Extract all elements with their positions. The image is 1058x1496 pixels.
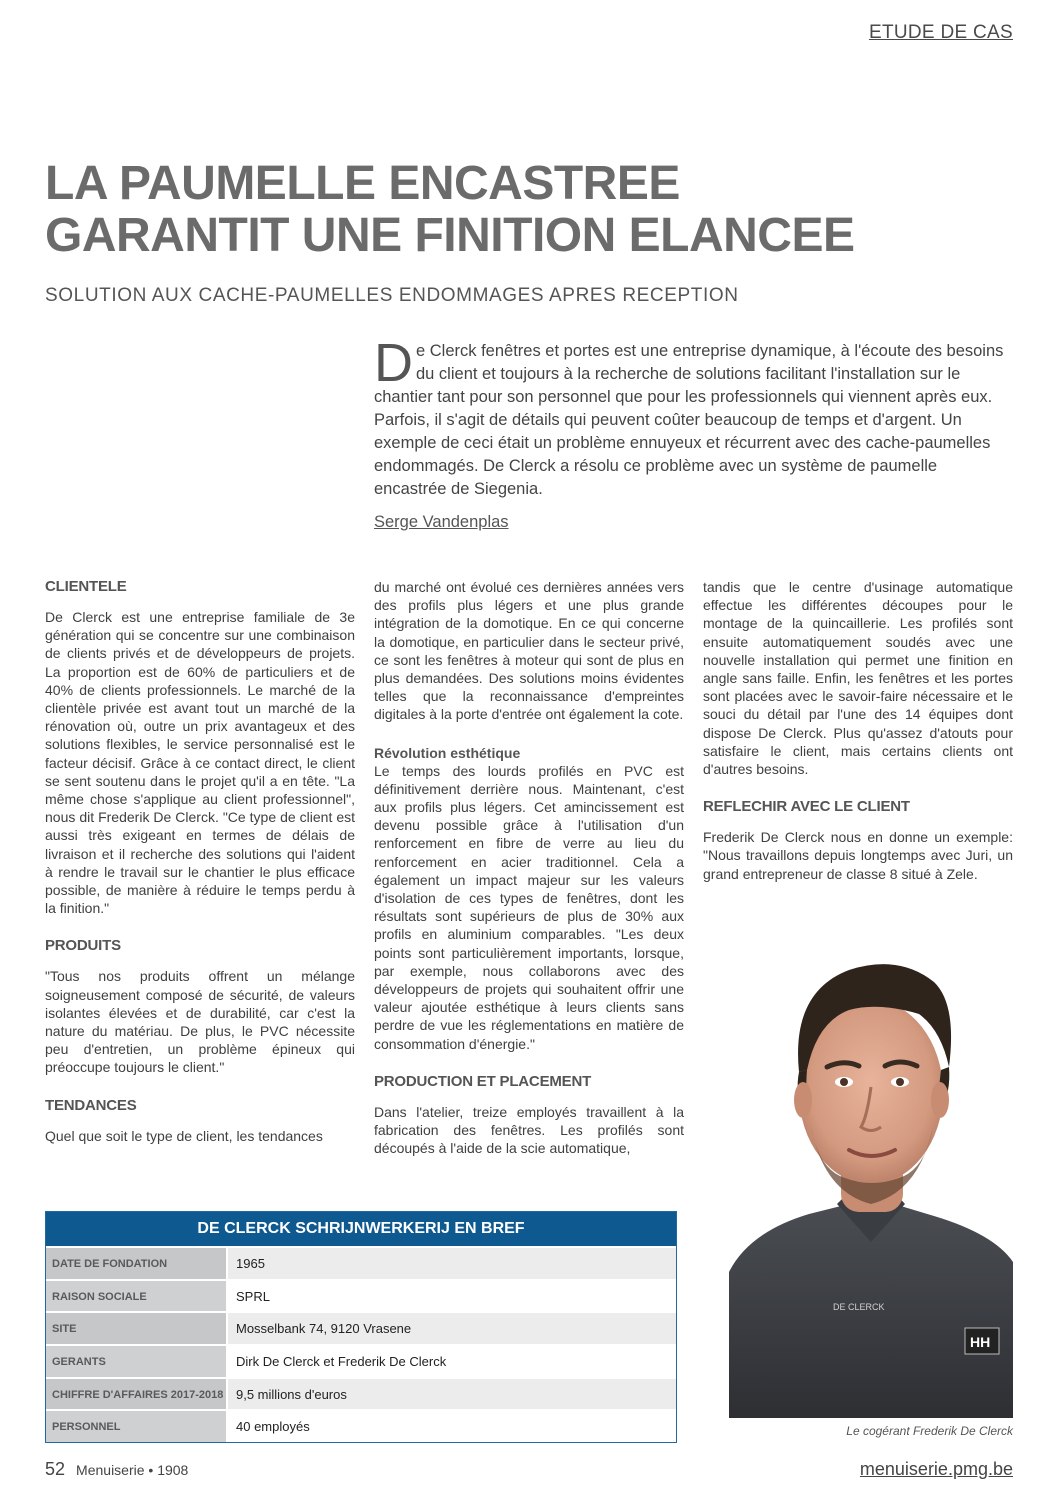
paragraph-tendances-cont: du marché ont évolué ces dernières années vers des profils plus légers et une plus grande intégration de la domotique. En ce qui concerne la domotique, en particulier dans le secteur privé, ce sont les fenêtres à moteur qui sont de plus en plus demandées. Des solutions moins évidentes telles que la reconnaissance d'empreintes digitales à la porte d'entrée ont également la cote.: [374, 579, 684, 723]
column-3: [703, 578, 1013, 903]
article-subtitle: SOLUTION AUX CACHE-PAUMELLES ENDOMMAGES APRES RECEPTION: [45, 285, 739, 306]
author-link[interactable]: Serge Vandenplas: [374, 513, 509, 531]
info-label: RAISON SOCIALE: [46, 1281, 226, 1312]
heading-clientele: CLIENTELE: [45, 578, 127, 595]
portrait-photo: [729, 942, 1013, 1418]
info-value: 9,5 millions d'euros: [226, 1379, 676, 1410]
company-info-box: [45, 1211, 677, 1443]
info-value: SPRL: [226, 1281, 676, 1312]
heading-produits: PRODUITS: [45, 937, 121, 955]
info-row: [46, 1344, 676, 1377]
column-1: [45, 578, 355, 1165]
info-label: GERANTS: [46, 1346, 226, 1377]
heading-tendances: TENDANCES: [45, 1096, 137, 1114]
paragraph-produits: "Tous nos produits offrent un mélange soigneusement composé de sécurité, de valeurs isolantes élevées et de durabilité, car c'est la nature du matériau. De plus, le PVC nécessite peu d'entretien, un problème épineux qui préoccupe toujours le client.": [45, 968, 355, 1076]
magazine-issue: Menuiserie • 1908: [76, 1462, 189, 1478]
footer-left: [45, 1459, 188, 1480]
intro-text: e Clerck fenêtres et portes est une entreprise dynamique, à l'écoute des besoins du client et toujours à la recherche de solutions facilitant l'installation sur le chantier tant pour son personnel que pour les professionnels qui viennent après eux. Parfois, il s'agit de détails qui peuvent coûter beaucoup de temps et d'argent. Un exemple de ceci était un problème ennuyeux et récurrent avec des cache-paumelles endommagés. De Clerck a résolu ce problème avec un système de paumelle encastrée de Siegenia.: [374, 342, 1004, 498]
drop-cap: D: [374, 333, 413, 393]
info-value: 1965: [226, 1248, 676, 1279]
footer-site-link[interactable]: menuiserie.pmg.be: [859, 1459, 1013, 1479]
shirt-logo: [833, 1302, 885, 1312]
svg-text:HH: HH: [970, 1334, 991, 1350]
title-line-2: GARANTIT UNE FINITION ELANCEE: [45, 209, 855, 262]
info-row: [46, 1246, 676, 1279]
info-label: PERSONNEL: [46, 1411, 226, 1442]
photo-caption: Le cogérant Frederik De Clerck: [846, 1424, 1013, 1438]
info-label: DATE DE FONDATION: [46, 1248, 226, 1279]
info-row: [46, 1409, 676, 1442]
info-row: [46, 1377, 676, 1410]
info-label: SITE: [46, 1313, 226, 1344]
paragraph-reflechir: Frederik De Clerck nous en donne un exemple: "Nous travaillons depuis longtemps avec Juri, un grand entrepreneur de classe 8 situé à Zele.: [703, 829, 1013, 882]
heading-production: PRODUCTION ET PLACEMENT: [374, 1072, 592, 1090]
title-line-1: LA PAUMELLE ENCASTREE: [45, 157, 680, 210]
info-row: [46, 1311, 676, 1344]
heading-revolution: Révolution esthétique: [374, 744, 521, 761]
column-2: [374, 578, 684, 1177]
heading-reflechir: REFLECHIR AVEC LE CLIENT: [703, 798, 910, 816]
info-box-title: DE CLERCK SCHRIJNWERKERIJ EN BREF: [46, 1212, 676, 1246]
info-row: [46, 1279, 676, 1312]
page-number: 52: [45, 1459, 66, 1479]
info-value: Dirk De Clerck et Frederik De Clerck: [226, 1346, 676, 1377]
article-title: [45, 158, 1005, 262]
svg-text:DE CLERCK: DE CLERCK: [833, 1302, 885, 1312]
article-intro: [374, 333, 1014, 501]
info-label: CHIFFRE D'AFFAIRES 2017-2018: [46, 1379, 226, 1410]
paragraph-clientele: De Clerck est une entreprise familiale de 3e génération qui se concentre sur une combinaison de clients privés et de développeurs de projets. La proportion est de 60% de particuliers et de 40% de clients professionnels. Le marché de la clientèle privée est avant tout un marché de la rénovation où, outre un prix avantageux et des solutions flexibles, le service personnalisé est le facteur décisif. Grâce à ce contact direct, le client se sent soutenu dans le projet qu'il a en tête. "La même chose s'applique au client professionnel", nous dit Frederik De Clerck. "Ce type de client est aussi très exigeant en termes de délais de livraison et il recherche des solutions qui l'aident à rendre le travail sur le chantier le plus efficace possible, de manière à réduire le temps perdu à la finition.": [45, 609, 355, 917]
info-value: 40 employés: [226, 1411, 676, 1442]
info-value: Mosselbank 74, 9120 Vrasene: [226, 1313, 676, 1344]
paragraph-revolution: Le temps des lourds profilés en PVC est définitivement derrière nous. Maintenant, c'est aux profils plus légers. Cet amincissement est devenu possible grâce à l'utilisation d'un renforcement en fibre de verre au lieu du renforcement en acier traditionnel. Cela a également un impact majeur sur les valeurs d'isolation de ces types de fenêtres, dont les résultats sont supérieurs de plus de 30% aux profils en aluminium comparables. "Les deux points sont particulièrement importants, lorsque, par exemple, nous collaborons avec des développeurs de projets qui souhaitent offrir une valeur ajoutée esthétique à leurs clients sans perdre de vue les réglementations en matière de consommation d'énergie.": [374, 762, 684, 1052]
portrait-illustration: [729, 942, 1013, 1418]
section-tag: ETUDE DE CAS: [868, 22, 1013, 43]
paragraph-production-cont: tandis que le centre d'usinage automatique effectue les différentes découpes pour le montage de la quincaillerie. Les profilés sont ensuite automatiquement soudés avec une nouvelle installation qui permet une finition en angle sans faille. Enfin, les fenêtres et les portes sont placées avec le savoir-faire nécessaire et le souci du détail par l'une des 14 équipes dont dispose De Clerck. Plus qu'assez d'atouts pour satisfaire le client, mais certains clients ont d'autres besoins.: [703, 579, 1013, 778]
paragraph-production: Dans l'atelier, treize employés travaillent à la fabrication des fenêtres. Les profilés sont découpés à l'aide de la scie automatique,: [374, 1103, 684, 1157]
paragraph-tendances: Quel que soit le type de client, les tendances: [45, 1127, 323, 1144]
